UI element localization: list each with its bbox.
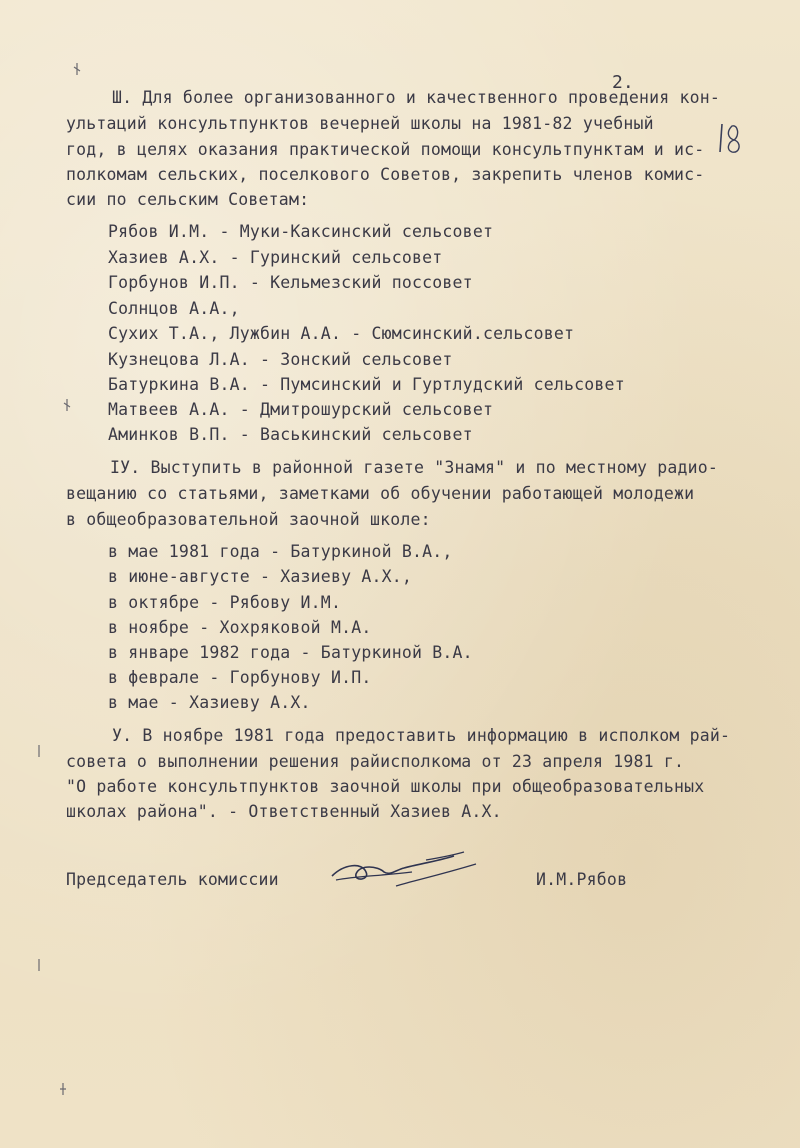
assignment-item: Аминков В.П. - Васькинский сельсовет [108,425,473,444]
section-4-line: вещанию со статьями, заметками об обучении работающей молодежи [66,484,695,503]
schedule-item: в июне-августе - Хазиеву А.Х., [108,567,413,586]
section-4-line: в общеобразовательной заочной школе: [66,510,431,529]
section-4-line: IУ. Выступить в районной газете "Знамя" и по местному радио- [110,458,719,477]
assignment-item: Солнцов А.А., [108,299,240,318]
section-3-line: год, в целях оказания практической помощи консультпунктам и ис- [66,140,705,159]
handwritten-page-annotation [716,118,746,158]
section-5-line: "О работе консультпунктов заочной школы при общеобразовательных [66,777,705,796]
assignment-item: Матвеев А.А. - Дмитрошурский сельсовет [108,400,494,419]
assignment-item: Сухих Т.А., Лужбин А.А. - Сюмсинский.сельсовет [108,324,575,343]
schedule-item: в мае - Хазиеву А.Х. [108,693,311,712]
schedule-item: в ноябре - Хохряковой М.А. [108,618,372,637]
punch-mark-icon [58,1082,68,1096]
assignment-item: Хазиев А.Х. - Гуринский сельсовет [108,248,443,267]
section-5-line: школах района". - Ответственный Хазиев А.Х. [66,802,502,821]
section-5-line: У. В ноябре 1981 года предоставить информацию в исполком рай- [112,726,731,745]
signatory-title: Председатель комиссии [66,870,279,889]
section-3-line: Ш. Для более организованного и качественного проведения кон- [112,88,721,107]
punch-mark-icon [34,958,44,972]
punch-mark-icon [72,62,82,76]
section-5-line: совета о выполнении решения райисполкома от 23 апреля 1981 г. [66,752,685,771]
schedule-item: в мае 1981 года - Батуркиной В.А., [108,542,453,561]
section-3-line: полкомам сельских, поселкового Советов, закрепить членов комис- [66,165,705,184]
schedule-item: в январе 1982 года - Батуркиной В.А. [108,643,473,662]
assignment-item: Кузнецова Л.А. - Зонский сельсовет [108,350,453,369]
section-3-line: ультаций консультпунктов вечерней школы на 1981-82 учебный [66,114,654,133]
punch-mark-icon [34,744,44,758]
schedule-item: в октябре - Рябову И.М. [108,593,342,612]
schedule-item: в феврале - Горбунову И.П. [108,668,372,687]
page-number: 2. [612,72,634,93]
assignment-item: Горбунов И.П. - Кельмезский поссовет [108,273,473,292]
section-3-line: сии по сельским Советам: [66,190,310,209]
handwritten-signature [326,846,486,896]
signatory-name: И.М.Рябов [536,870,628,889]
assignment-item: Рябов И.М. - Муки-Каксинский сельсовет [108,222,494,241]
punch-mark-icon [62,398,72,412]
assignment-item: Батуркина В.А. - Пумсинский и Гуртлудский сельсовет [108,375,625,394]
